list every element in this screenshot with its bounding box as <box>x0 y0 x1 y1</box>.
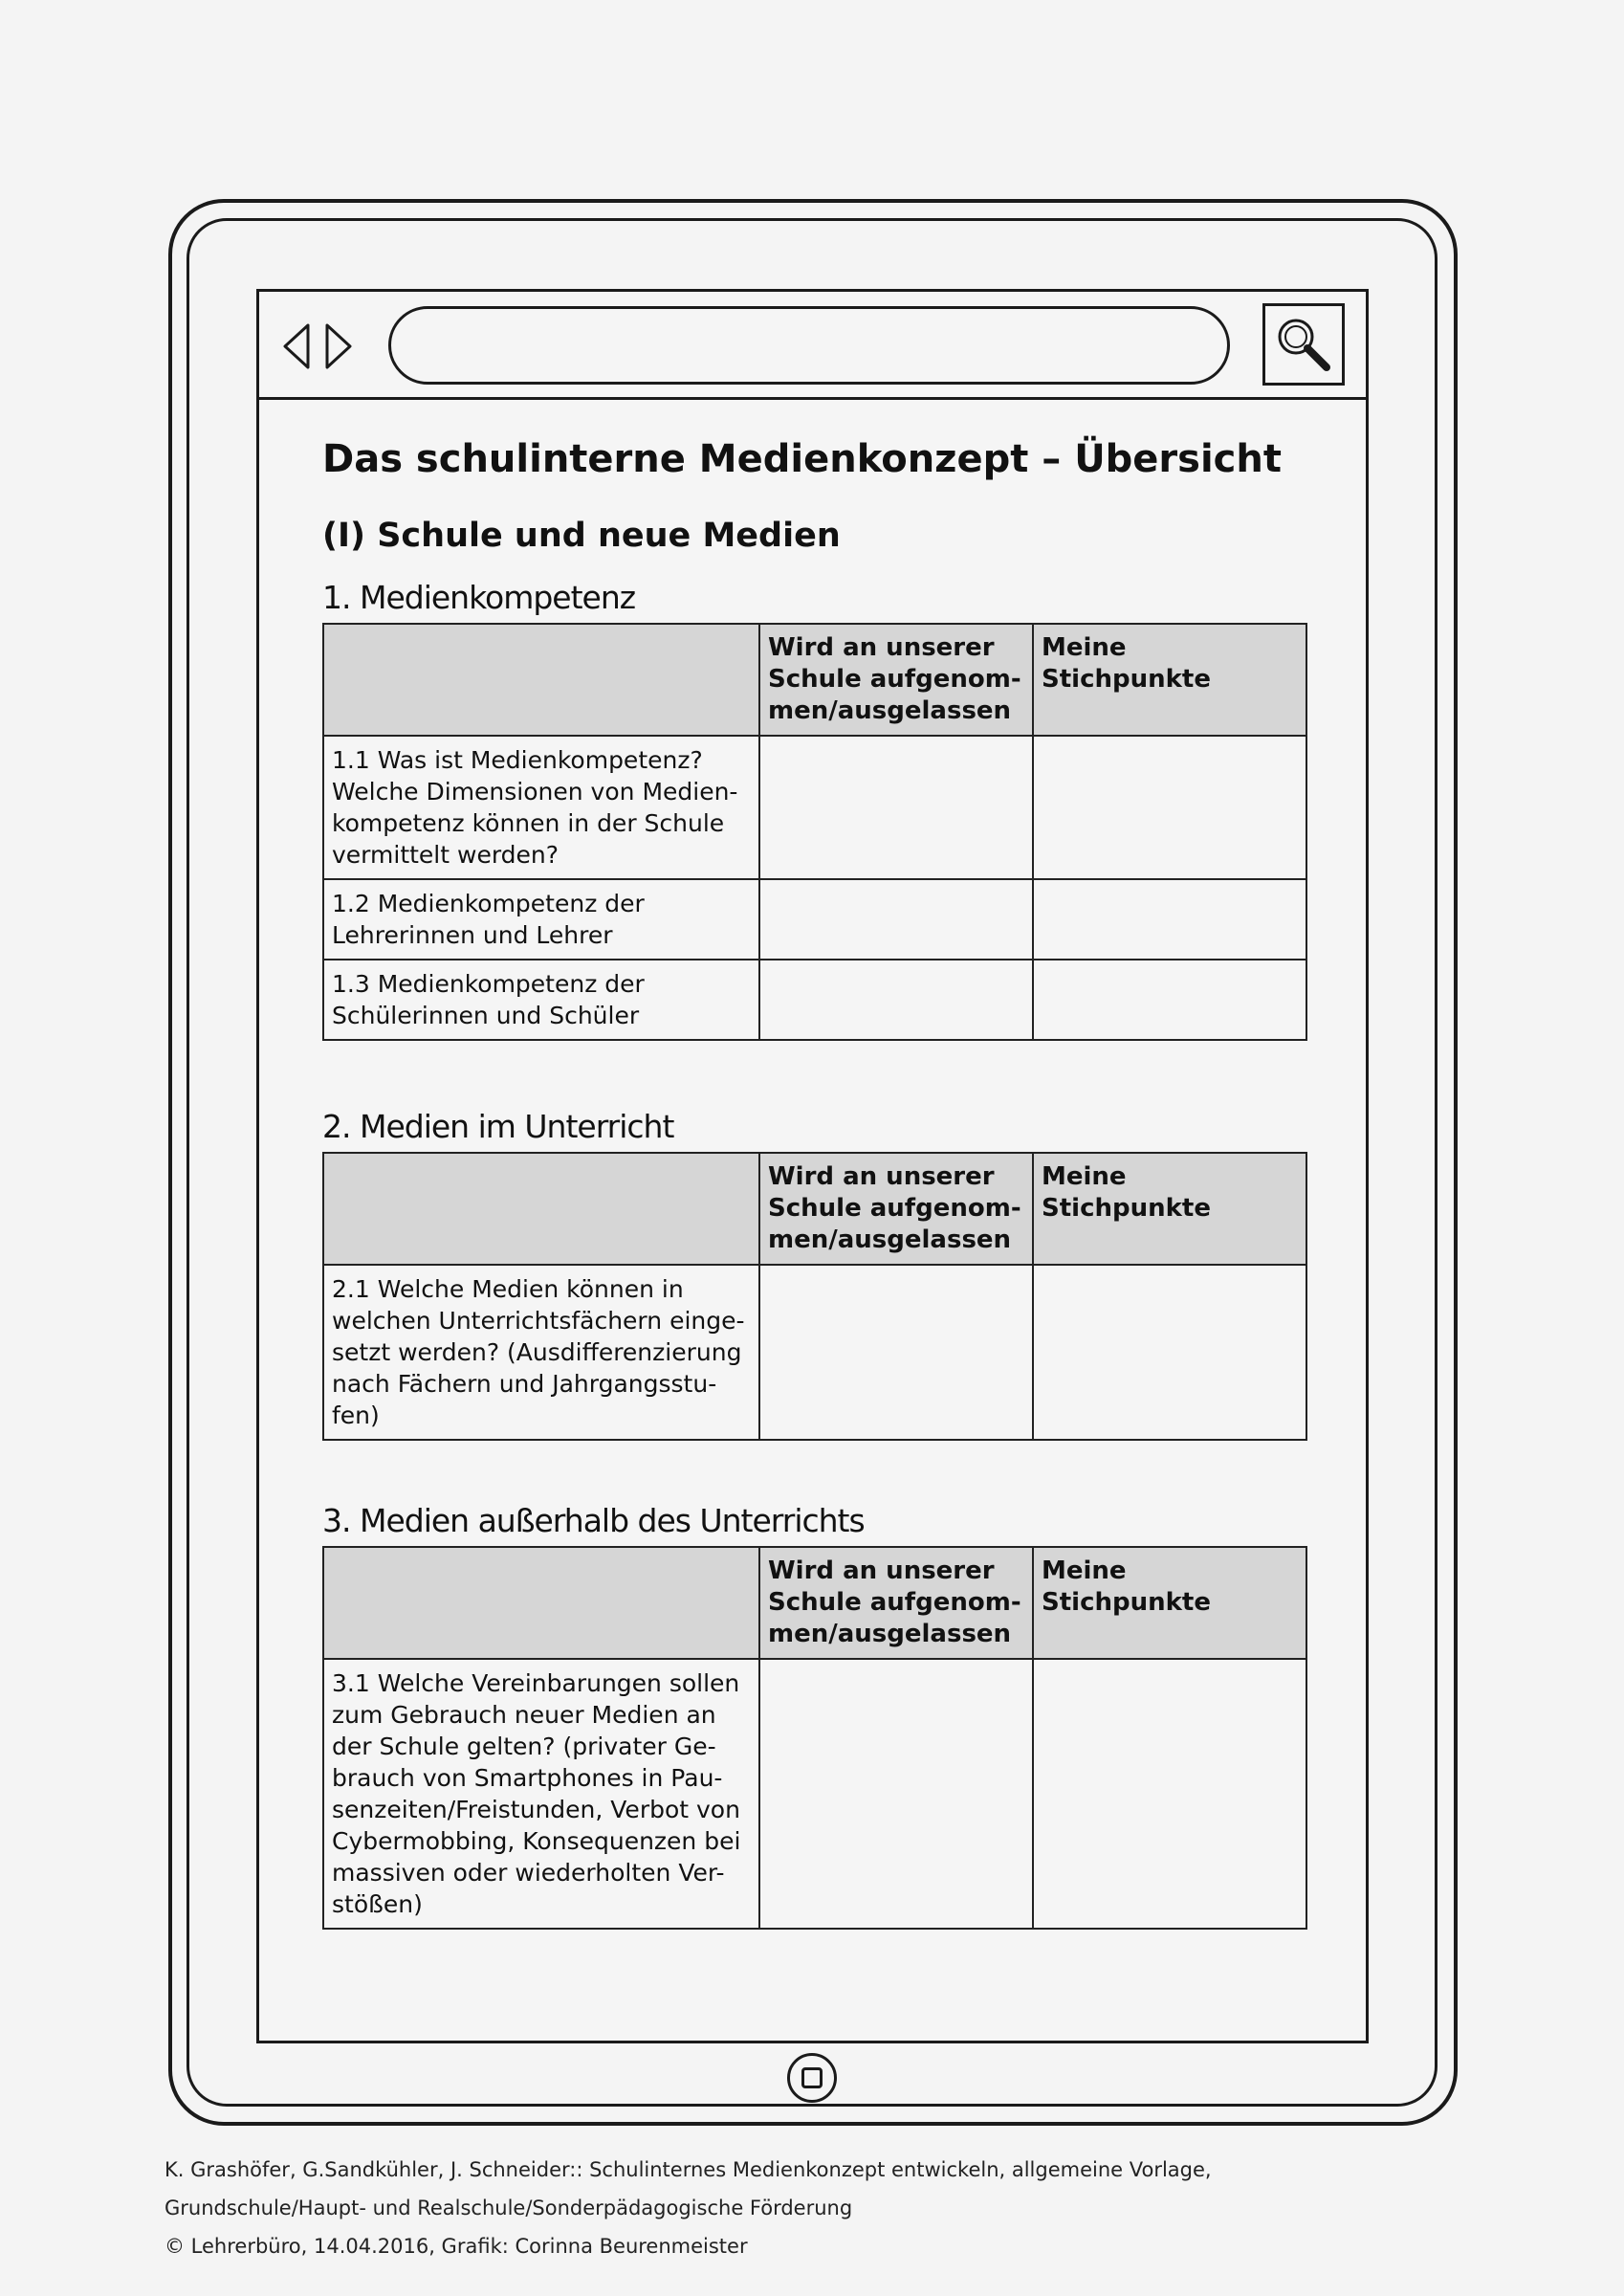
table-row <box>323 1659 1306 1929</box>
home-square-icon <box>801 2067 823 2088</box>
notes-cell[interactable] <box>1033 1265 1306 1440</box>
question-cell: 1.2 Medienkompetenz der Lehrerinnen und Lehrer <box>323 879 759 960</box>
back-arrow-icon[interactable] <box>282 322 311 370</box>
subsection-title-1: 1. Medienkompetenz <box>322 579 636 616</box>
question-cell: 1.1 Was ist Medienkompetenz? Welche Dimensionen von Medien-kompetenz können in der Schule vermittelt werden? <box>323 736 759 879</box>
status-cell[interactable] <box>759 1659 1033 1929</box>
header-notes: Meine Stichpunkte <box>1033 1547 1306 1659</box>
forward-arrow-icon[interactable] <box>324 322 353 370</box>
status-cell[interactable] <box>759 1265 1033 1440</box>
footer-line-1: K. Grashöfer, G.Sandkühler, J. Schneider:: Schulinternes Medienkonzept entwickeln, allgemeine Vorlage, <box>165 2158 1212 2181</box>
table-medienkompetenz <box>322 623 1307 1041</box>
header-blank-cell <box>323 1153 759 1265</box>
header-status: Wird an unserer Schule aufgenom-men/ausgelassen <box>759 1547 1033 1659</box>
browser-toolbar <box>259 292 1366 400</box>
status-cell[interactable] <box>759 879 1033 960</box>
status-cell[interactable] <box>759 960 1033 1040</box>
tablet-screen <box>256 289 1369 2043</box>
footer-line-3: © Lehrerbüro, 14.04.2016, Grafik: Corinna Beurenmeister <box>165 2235 748 2258</box>
document-content <box>322 435 1307 1930</box>
table-medien-ausserhalb <box>322 1546 1307 1930</box>
home-button-icon[interactable] <box>787 2053 837 2103</box>
question-cell: 2.1 Welche Medien können in welchen Unterrichtsfächern einge-setzt werden? (Ausdifferenzierung nach Fächern und Jahrgangsstu-fen) <box>323 1265 759 1440</box>
table-header-row <box>323 624 1306 736</box>
notes-cell[interactable] <box>1033 1659 1306 1929</box>
status-cell[interactable] <box>759 736 1033 879</box>
notes-cell[interactable] <box>1033 736 1306 879</box>
notes-cell[interactable] <box>1033 879 1306 960</box>
notes-cell[interactable] <box>1033 960 1306 1040</box>
search-button[interactable] <box>1262 303 1345 386</box>
header-status: Wird an unserer Schule aufgenom-men/ausgelassen <box>759 624 1033 736</box>
header-notes: Meine Stichpunkte <box>1033 1153 1306 1265</box>
subsection-title-3: 3. Medien außerhalb des Unterrichts <box>322 1502 865 1539</box>
table-row <box>323 736 1306 879</box>
table-medien-im-unterricht <box>322 1152 1307 1441</box>
question-cell: 1.3 Medienkompetenz der Schülerinnen und Schüler <box>323 960 759 1040</box>
header-notes: Meine Stichpunkte <box>1033 624 1306 736</box>
header-status: Wird an unserer Schule aufgenom-men/ausgelassen <box>759 1153 1033 1265</box>
header-blank-cell <box>323 1547 759 1659</box>
section-title: (I) Schule und neue Medien <box>322 517 841 555</box>
table-row <box>323 879 1306 960</box>
header-blank-cell <box>323 624 759 736</box>
magnifier-icon <box>1271 312 1336 377</box>
table-header-row <box>323 1547 1306 1659</box>
subsection-title-2: 2. Medien im Unterricht <box>322 1108 674 1145</box>
table-header-row <box>323 1153 1306 1265</box>
page-title: Das schulinterne Medienkonzept – Übersicht <box>322 437 1282 481</box>
footer-line-2: Grundschule/Haupt- und Realschule/Sonderpädagogische Förderung <box>165 2197 853 2219</box>
question-cell: 3.1 Welche Vereinbarungen sollen zum Gebrauch neuer Medien an der Schule gelten? (privater Ge-brauch von Smartphones in Pau-senzeiten/Freistunden, Verbot von Cybermobbing, Konsequenzen bei massiven oder wiederholten Ver-stößen) <box>323 1659 759 1929</box>
footer-credits <box>165 2151 1503 2265</box>
table-row <box>323 960 1306 1040</box>
table-row <box>323 1265 1306 1440</box>
address-bar[interactable] <box>388 306 1230 385</box>
